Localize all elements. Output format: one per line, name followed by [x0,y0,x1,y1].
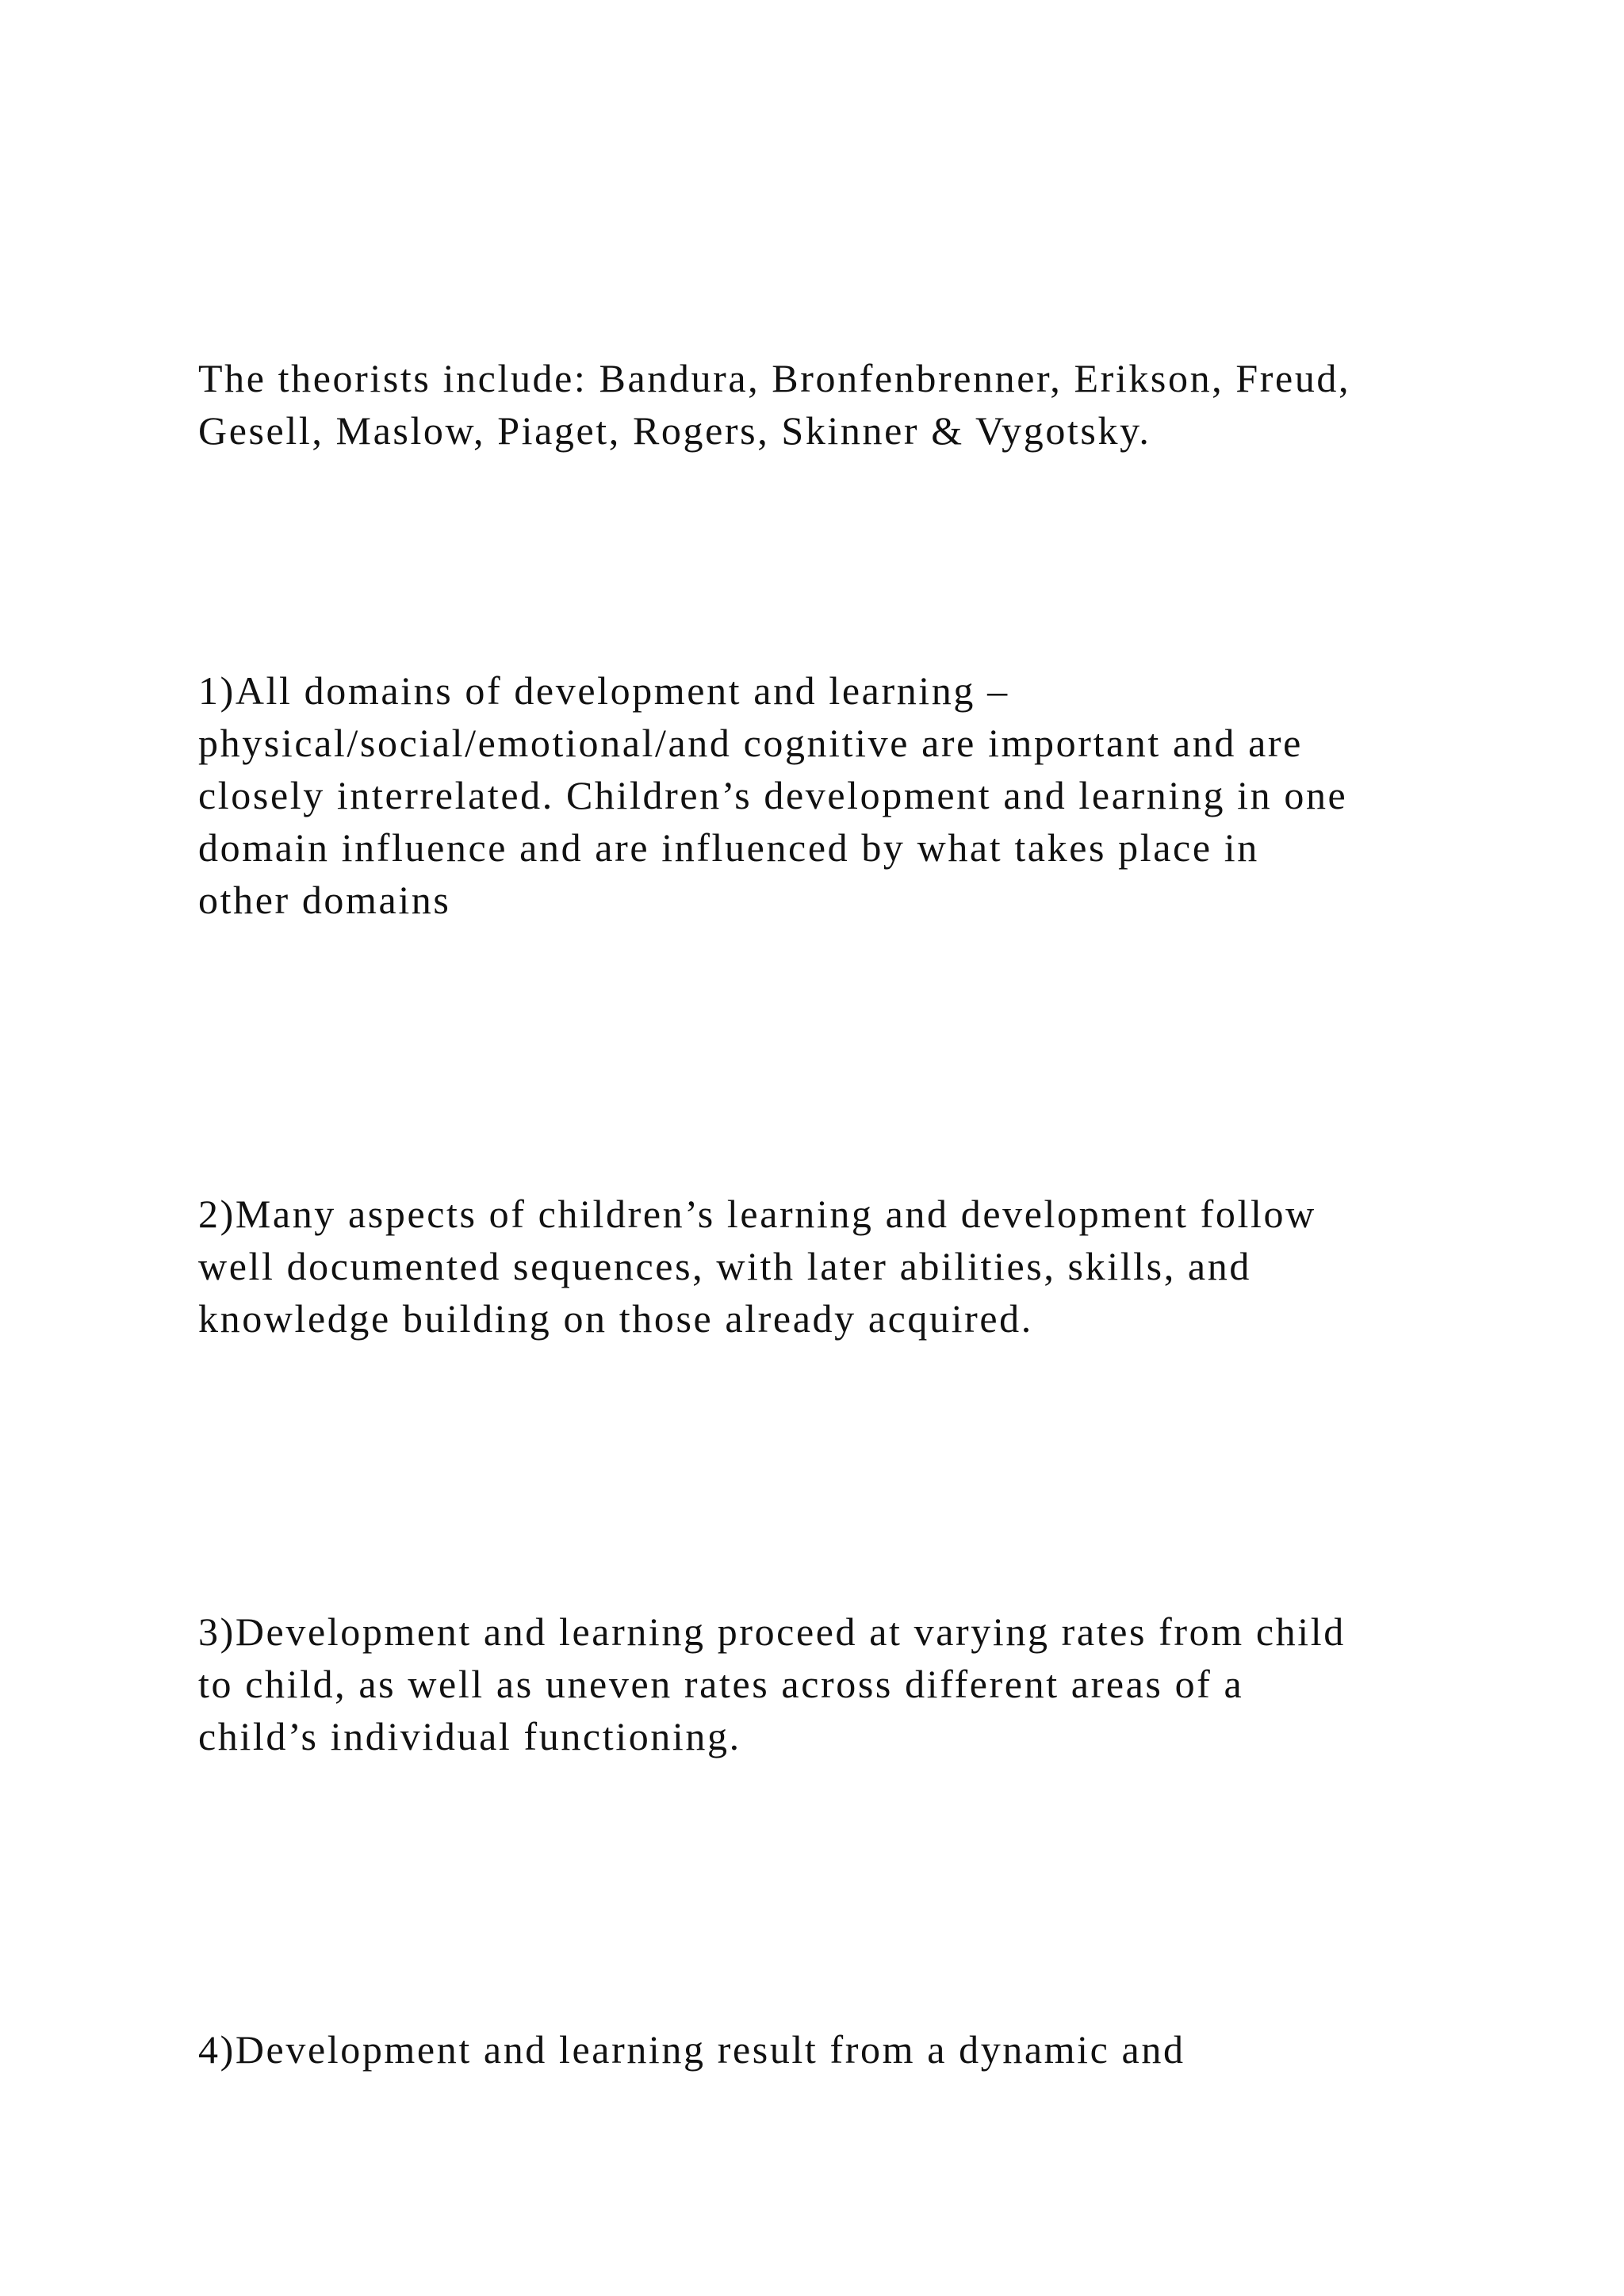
text-line: 2)Many aspects of children’s learning and development follow [198,1192,1316,1236]
text-line: The theorists include: Bandura, Bronfenbrenner, Erikson, Freud, [198,356,1351,400]
text-line: well documented sequences, with later abilities, skills, and [198,1244,1251,1288]
text-line: to child, as well as uneven rates across different areas of a [198,1662,1244,1706]
theorists-paragraph [198,352,1546,457]
principle-3-paragraph [198,1605,1546,1762]
text-line: physical/social/emotional/and cognitive are important and are [198,721,1303,765]
text-line: 1)All domains of development and learning – [198,668,1009,713]
text-line: 3)Development and learning proceed at varying rates from child [198,1609,1346,1654]
principle-1-paragraph [198,664,1546,926]
text-line: domain influence and are influenced by what takes place in [198,825,1259,870]
text-line: Gesell, Maslow, Piaget, Rogers, Skinner & Vygotsky. [198,408,1151,453]
text-line: closely interrelated. Children’s development and learning in one [198,773,1348,817]
principle-4-paragraph [198,2023,1546,2076]
text-line: 4)Development and learning result from a dynamic and [198,2027,1185,2072]
principle-2-paragraph [198,1188,1546,1345]
text-line: other domains [198,878,451,922]
text-line: knowledge building on those already acquired. [198,1296,1033,1341]
text-line: child’s individual functioning. [198,1714,741,1758]
